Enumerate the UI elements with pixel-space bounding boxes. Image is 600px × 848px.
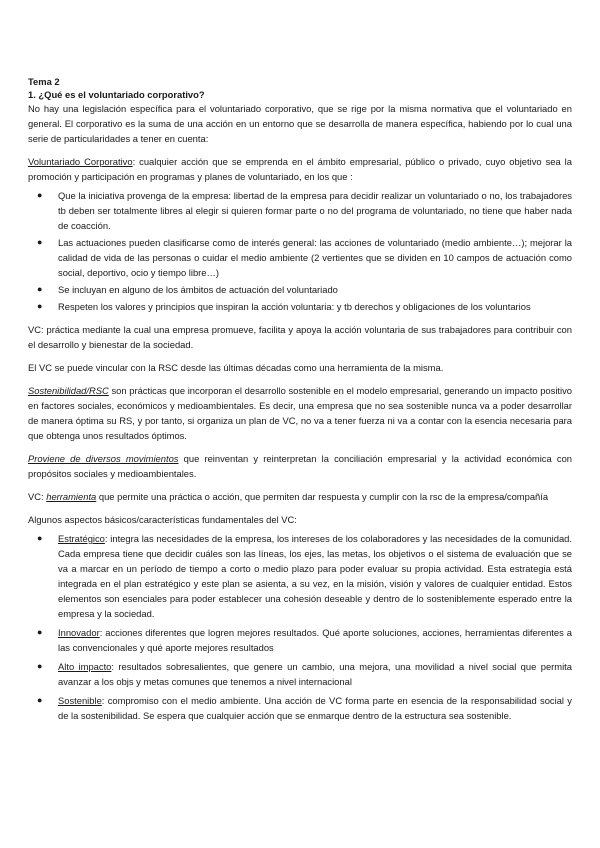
aspect-term: Sostenible [58, 695, 102, 706]
list-item-text: Se incluyan en alguno de los ámbitos de actuación del voluntariado [58, 284, 338, 295]
question-heading: 1. ¿Qué es el voluntariado corporativo? [28, 89, 205, 100]
definition-text: : cualquier acción que se emprenda en el ámbito empresarial, público o privado, cuyo objetivo sea la promoción y participación en programas y planes de voluntariado, en los que : [28, 156, 572, 182]
intro-paragraph: No hay una legislación específica para el voluntariado corporativo, que se rige por la misma normativa que el voluntariado en general. El corporativo es la suma de una acción en un entorno que se desarrolla de manera específica, habiendo por lo cual una serie de particularidades a tener en cuenta: [28, 103, 572, 144]
list-item-text: Respeten los valores y principios que inspiran la acción voluntaria: y tb derechos y obligaciones de los voluntarios [58, 301, 531, 312]
bullet-icon: ● [37, 301, 43, 311]
definition-paragraph [28, 154, 572, 184]
bullet-icon: ● [37, 533, 43, 543]
vc-definition-paragraph: VC: práctica mediante la cual una empresa promueve, facilita y apoya la acción voluntaria de sus trabajadores para contribuir con el desarrollo y bienestar de la sociedad. [28, 324, 572, 350]
definition-term: Voluntariado Corporativo [28, 156, 133, 167]
aspect-text: : integra las necesidades de la empresa, los intereses de los colaboradores y las necesidades de la comunidad. Cada empresa tiene que decidir cuáles son las líneas, los ejes, las metas, los objetivos o el sistema de evaluación que se va a marcar en un período de tiempo a corto o medio plazo para poder evaluar su propia actividad. Esta estrategia está integrada en el plan estratégico y este plan se asienta, a su vez, en la misión, visión y valores de cualquier entidad. Estos elementos son esenciales para poder establecer una cohesión deseable y dentro de lo sosteniblemente esperado entre la empresa y la sociedad. [58, 533, 572, 619]
list-item [28, 625, 572, 655]
herramienta-term: herramienta [46, 491, 97, 502]
list-item [28, 188, 572, 233]
list-item [28, 299, 572, 314]
herramienta-text: que permite una práctica o acción, que permiten dar respuesta y cumplir con la rsc de la empresa/compañía [96, 491, 549, 502]
sostenibilidad-text: son prácticas que incorporan el desarrollo sostenible en el modelo empresarial, generando un impacto positivo en factores sociales, económicos y medioambientales. Es decir, una empresa que no sea sostenible nunca va a poder desarrollar de manera óptima su RS, y por tanto, si organiza un plan de VC, no va a tener fuerza ni va a contar con la esencia necesaria para que obtenga unos resultados óptimos. [28, 385, 572, 441]
list-item-text: Que la iniciativa provenga de la empresa: libertad de la empresa para decidir realizar un voluntariado o no, los trabajadores tb deben ser totalmente libres al elegir si quieren formar parte o no del programa de voluntariado, no tiene que haber nada de coacción. [58, 190, 572, 231]
list-item [28, 235, 572, 280]
aspects-intro-paragraph: Algunos aspectos básicos/características fundamentales del VC: [28, 514, 297, 525]
bullet-icon: ● [37, 237, 43, 247]
bullet-icon: ● [37, 661, 43, 671]
herramienta-prefix: VC: [28, 491, 47, 502]
bullet-icon: ● [37, 190, 43, 200]
aspect-term: Alto impacto [58, 661, 112, 672]
list-item [28, 531, 572, 621]
movimientos-paragraph [28, 451, 572, 481]
list-item [28, 693, 572, 723]
list-item-text: Las actuaciones pueden clasificarse como de interés general: las acciones de voluntariado (medio ambiente…); mejorar la calidad de vida de las personas o cuidar el medio ambiente (2 vertientes que se dividen en 10 campos de actuación como social, deportivo, ocio y tiempo libre…) [58, 237, 572, 278]
bullet-icon: ● [37, 627, 43, 637]
bullet-icon: ● [37, 284, 43, 294]
sostenibilidad-paragraph [28, 383, 572, 443]
topic-heading: Tema 2 [28, 76, 60, 87]
aspect-term: Estratégico [58, 533, 105, 544]
aspect-text: : acciones diferentes que logren mejores resultados. Qué aporte soluciones, acciones, herramientas diferentes a las convencionales y qué aporte mejores resultados [58, 627, 572, 653]
aspect-term: Innovador [58, 627, 100, 638]
sostenibilidad-term: Sostenibilidad/RSC [28, 385, 109, 396]
bullet-icon: ● [37, 695, 43, 705]
conditions-list [28, 188, 572, 314]
list-item [28, 282, 572, 297]
aspect-text: : resultados sobresalientes, que genere un cambio, una mejora, una movilidad a nivel social que permita avanzar a los objs y metas comunes que tenemos a nivel internacional [58, 661, 572, 687]
aspect-text: : compromiso con el medio ambiente. Una acción de VC forma parte en esencia de la responsabilidad social y de la sostenibilidad. Se espera que cualquier acción que se enmarque dentro de la estructura sea sostenible. [58, 695, 572, 721]
rsc-link-paragraph: El VC se puede vincular con la RSC desde las últimas décadas como una herramienta de la misma. [28, 362, 444, 373]
list-item [28, 659, 572, 689]
aspects-list [28, 531, 572, 723]
herramienta-paragraph [28, 489, 572, 504]
movimientos-text: que reinventan y reinterpretan la conciliación empresarial y la actividad económica con propósitos sociales y medioambientales. [28, 453, 572, 479]
movimientos-term: Proviene de diversos movimientos [28, 453, 179, 464]
